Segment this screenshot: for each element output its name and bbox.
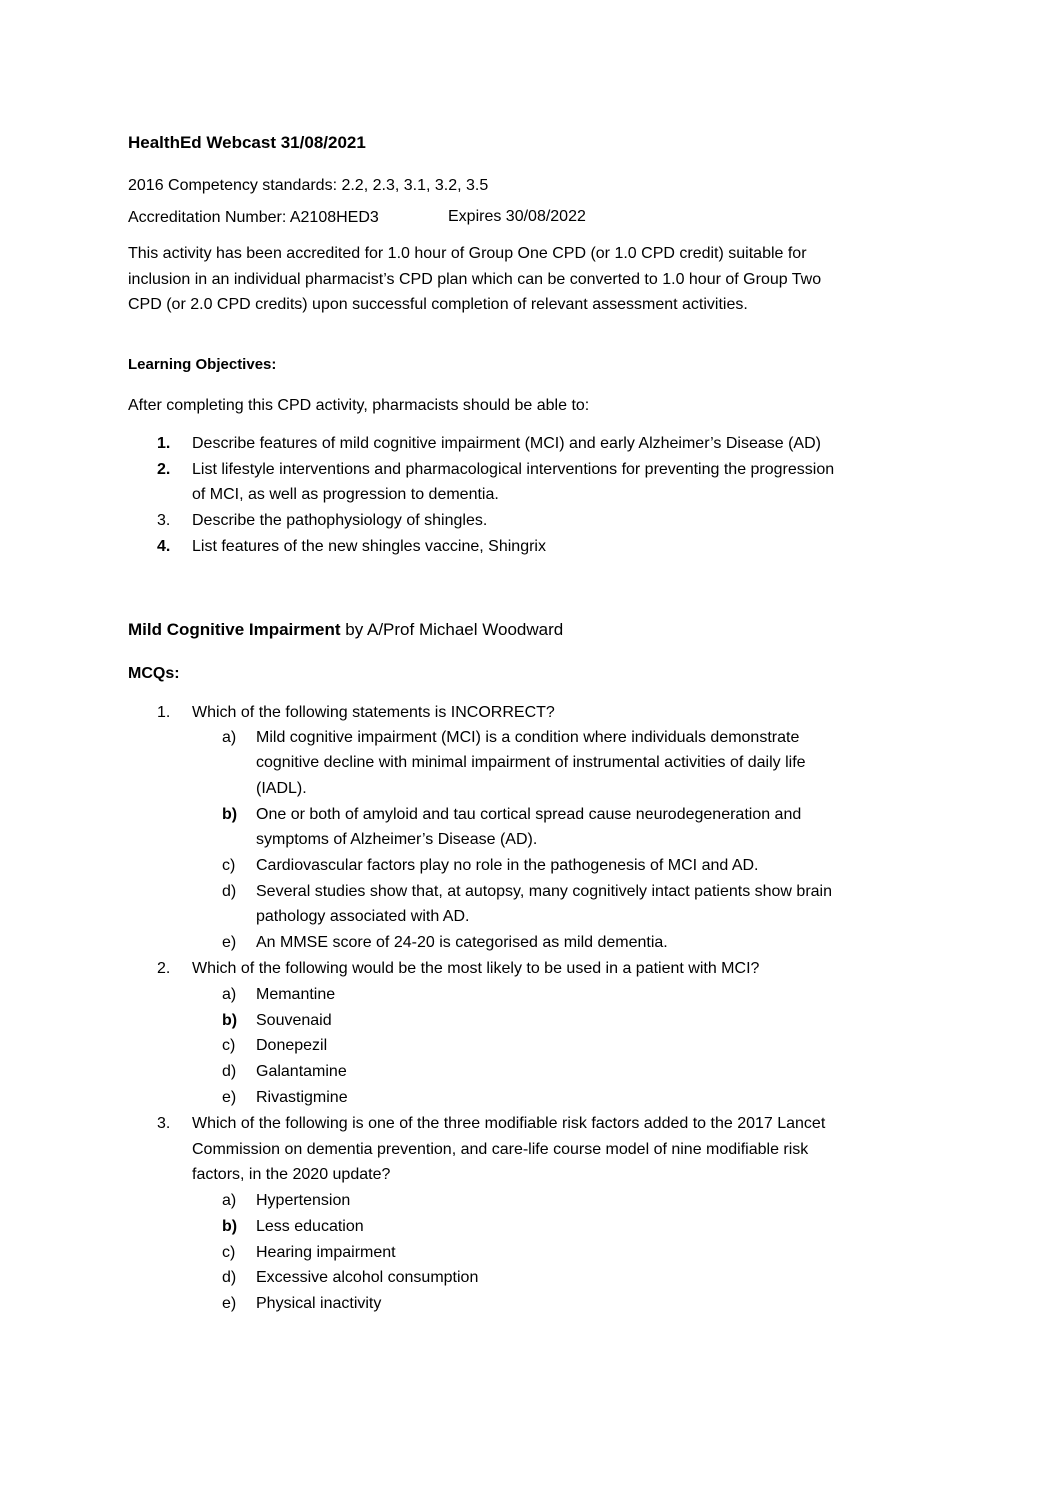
option-text: Hypertension: [256, 1192, 351, 1209]
option-letter: e): [222, 1295, 237, 1312]
question-text: factors, in the 2020 update?: [192, 1166, 391, 1183]
competency-standards: 2016 Competency standards: 2.2, 2.3, 3.1, 3.2, 3.5: [128, 177, 489, 194]
question-text: Which of the following is one of the three modifiable risk factors added to the 2017 Lancet: [192, 1115, 826, 1132]
option-text: Memantine: [256, 986, 336, 1003]
option-letter: e): [222, 1089, 237, 1106]
option-letter: c): [222, 1244, 236, 1261]
option-letter: b): [222, 1218, 238, 1235]
section-title: [128, 620, 563, 640]
list-item-number: 3.: [157, 512, 171, 529]
question-text: Which of the following would be the most likely to be used in a patient with MCI?: [192, 960, 760, 977]
question-number: 2.: [157, 960, 171, 977]
list-item: Describe the pathophysiology of shingles.: [192, 512, 488, 529]
option-text: Rivastigmine: [256, 1089, 348, 1106]
expiry-date: Expires 30/08/2022: [448, 208, 586, 225]
option-letter: c): [222, 857, 236, 874]
learning-objectives-heading: Learning Objectives:: [128, 356, 277, 373]
option-text: Less education: [256, 1218, 364, 1235]
question-text: Which of the following statements is INCORRECT?: [192, 704, 555, 721]
option-text: Several studies show that, at autopsy, many cognitively intact patients show brain: [256, 883, 833, 900]
option-text: One or both of amyloid and tau cortical spread cause neurodegeneration and: [256, 806, 802, 823]
option-text: cognitive decline with minimal impairment of instrumental activities of daily life: [256, 754, 806, 771]
option-text: Cardiovascular factors play no role in the pathogenesis of MCI and AD.: [256, 857, 759, 874]
option-text: Mild cognitive impairment (MCI) is a condition where individuals demonstrate: [256, 729, 800, 746]
option-letter: d): [222, 1269, 237, 1286]
option-text: Galantamine: [256, 1063, 347, 1080]
option-letter: b): [222, 806, 238, 823]
section-title-bold: Mild Cognitive Impairment: [128, 620, 341, 639]
description-line: CPD (or 2.0 CPD credits) upon successful completion of relevant assessment activities.: [128, 296, 748, 313]
option-text: An MMSE score of 24-20 is categorised as mild dementia.: [256, 934, 668, 951]
list-item-number: 4.: [157, 538, 171, 555]
option-letter: d): [222, 1063, 237, 1080]
section-title-author: by A/Prof Michael Woodward: [340, 620, 564, 639]
list-item: Describe features of mild cognitive impairment (MCI) and early Alzheimer’s Disease (AD): [192, 435, 821, 452]
option-letter: d): [222, 883, 237, 900]
option-text: pathology associated with AD.: [256, 908, 470, 925]
list-item-number: 1.: [157, 435, 171, 452]
document-title: HealthEd Webcast 31/08/2021: [128, 133, 366, 152]
option-text: Hearing impairment: [256, 1244, 396, 1261]
option-text: Physical inactivity: [256, 1295, 382, 1312]
list-item: List features of the new shingles vaccine, Shingrix: [192, 538, 546, 555]
option-letter: b): [222, 1012, 238, 1029]
description-line: inclusion in an individual pharmacist’s CPD plan which can be converted to 1.0 hour of Group Two: [128, 270, 822, 288]
accreditation-description: [128, 241, 958, 318]
list-item-number: 2.: [157, 461, 171, 478]
option-text: (IADL).: [256, 780, 307, 797]
mcq-heading: MCQs:: [128, 665, 180, 682]
option-text: Souvenaid: [256, 1012, 332, 1029]
learning-objectives-intro: After completing this CPD activity, pharmacists should be able to:: [128, 397, 590, 414]
question-number: 3.: [157, 1115, 171, 1132]
list-item-continuation: of MCI, as well as progression to dementia.: [192, 486, 499, 503]
option-text: Excessive alcohol consumption: [256, 1269, 479, 1286]
question-text: Commission on dementia prevention, and care-life course model of nine modifiable risk: [192, 1141, 809, 1158]
option-letter: a): [222, 986, 237, 1003]
option-letter: a): [222, 729, 237, 746]
description-line: This activity has been accredited for 1.0 hour of Group One CPD (or 1.0 CPD credit) suitable for: [128, 245, 807, 262]
option-letter: c): [222, 1037, 236, 1054]
option-letter: a): [222, 1192, 237, 1209]
question-number: 1.: [157, 704, 171, 721]
option-letter: e): [222, 934, 237, 951]
option-text: Donepezil: [256, 1037, 328, 1054]
accreditation-number: Accreditation Number: A2108HED3: [128, 209, 379, 226]
option-text: symptoms of Alzheimer’s Disease (AD).: [256, 831, 538, 848]
list-item: List lifestyle interventions and pharmacological interventions for preventing the progression: [192, 461, 835, 478]
